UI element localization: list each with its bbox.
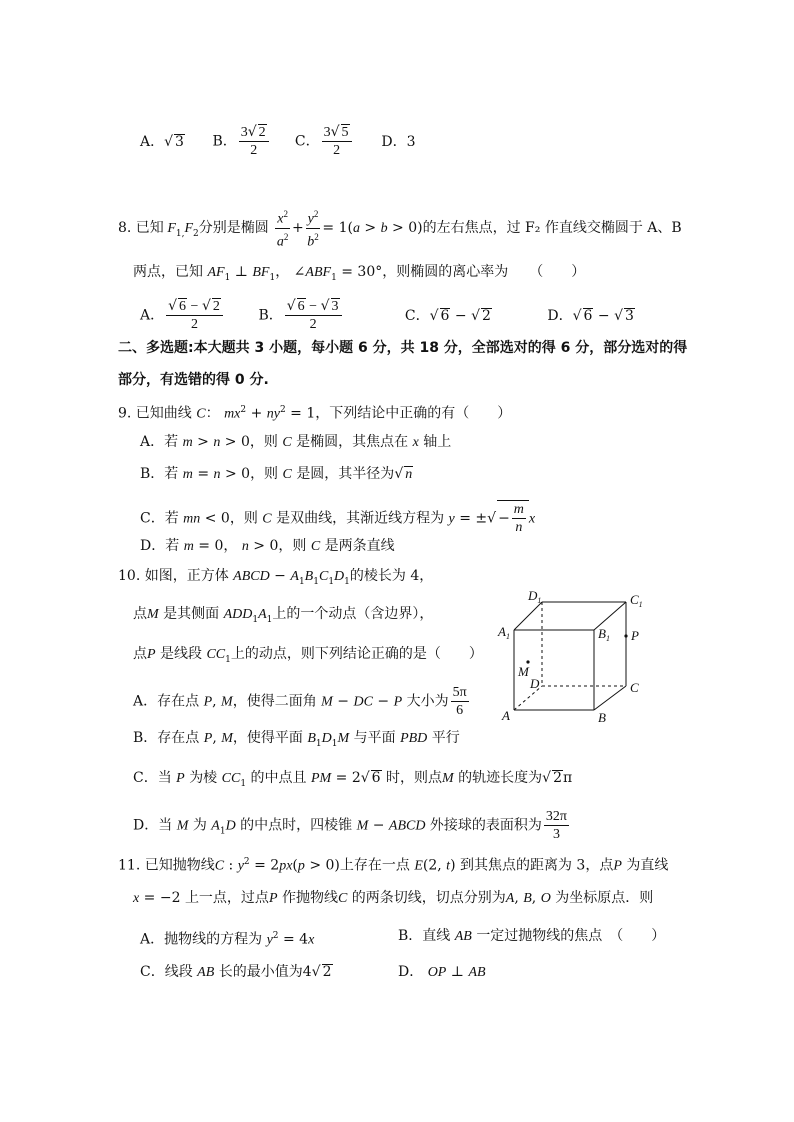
q8-option-a[interactable]: A． $\frac{√ 6 - √ 2}{2}$ <box>140 298 254 333</box>
q8-stem-line1: 8. 已知 $F_{1,}F_2$分别是椭圆 $\frac{x^2}{a^2}$ + $\frac{y^2}{b^2}$ = 1(a > b > 0)的左右焦点，过 F₂ 作直线交椭圆于 A、B <box>118 206 682 250</box>
label-b1: $B_1$ <box>598 626 610 643</box>
label-a1: $A_1$ <box>498 624 510 641</box>
q10-option-c[interactable]: C．当 P 为棱 $CC_1$ 的中点且 PM = 2√ 6 时，则点M 的轨迹长度为√ 2π <box>133 770 573 789</box>
q9-option-a[interactable]: A．若 m > n > 0，则 C 是椭圆，其焦点在 x 轴上 <box>140 434 452 450</box>
q11-option-a[interactable]: A．抛物线的方程为 $y^2 = 4x$ <box>140 931 315 948</box>
q10-stem-line1: 10. 如图，正方体 ABCD − $A_1B_1C_1D_1$的棱长为 4， <box>118 568 434 587</box>
q10-option-d[interactable]: D．当 M 为 $A_1D$ 的中点时，四棱锥 M − ABCD 外接球的表面积为 $\frac{32\pi}{3}$ <box>133 809 567 842</box>
point-p <box>624 634 627 637</box>
q11-stem-line2: x = −2 上一点，过点P 作抛物线C 的两条切线，切点分别为A, B, O 为坐标原点．则 <box>133 890 654 906</box>
q11-option-b[interactable]: B．直线 AB 一定过抛物线的焦点 （ ） <box>398 928 666 944</box>
section2-heading-line2: 部分，有选错的得 0 分. <box>118 372 269 388</box>
label-b: B <box>598 710 606 725</box>
edge-a1d1 <box>514 602 542 630</box>
q9-stem: 9. 已知曲线 C： $mx^2 + ny^2 = 1$，下列结论中正确的有（ ） <box>118 405 512 422</box>
q11-option-d[interactable]: D． OP ⊥ AB <box>398 964 486 980</box>
label-c: C <box>630 680 639 695</box>
label-d: D <box>530 676 540 691</box>
q7-option-d[interactable]: D．3 <box>381 133 416 150</box>
q9-option-d[interactable]: D．若 m = 0， n > 0，则 C 是两条直线 <box>140 538 395 554</box>
q7-option-c[interactable]: C． $\frac{3√ 5}{2}$ <box>295 124 377 159</box>
label-d1: $D_1$ <box>528 588 542 605</box>
q7-option-a[interactable]: A．√ 3 <box>140 133 184 150</box>
q7-options <box>140 124 416 159</box>
q9-option-b[interactable]: B．若 m = n > 0，则 C 是圆，其半径为√ n <box>140 466 413 482</box>
q10-option-a[interactable]: A．存在点 P, M，使得二面角 M − DC − P 大小为 $\frac{5\pi}{6}$ <box>133 685 467 718</box>
q11-stem-line1: 11. 已知抛物线C : $y^2 = 2px(p > 0)$上存在一点 E(2, t) 到其焦点的距离为 3，点P 为直线 <box>118 857 669 874</box>
edge-bc <box>594 686 626 710</box>
q8-option-d[interactable]: D．√ 6 − √ 3 <box>547 307 634 324</box>
q10-stem-line3: 点P 是线段 $CC_1$上的动点，则下列结论正确的是（ ） <box>133 646 483 665</box>
label-a: A <box>502 708 510 723</box>
q8-options <box>140 298 635 333</box>
label-p: P <box>631 628 639 643</box>
q8-stem-line2: 两点，已知 $AF_1$ ⊥ $BF_1$， $\angle ABF_1 = 30^\circ$，则椭圆的离心率为 （ ） <box>133 264 586 283</box>
q9-option-c[interactable]: C．若 mn < 0，则 C 是双曲线，其渐近线方程为 y = ±√ − $\frac{m}{n}$ x <box>140 502 536 535</box>
label-m: M <box>518 664 529 679</box>
label-c1: $C_1$ <box>630 592 643 609</box>
cube-figure <box>494 584 654 726</box>
q8-option-c[interactable]: C．√ 6 − √ 2 <box>404 307 491 324</box>
q7-option-b[interactable]: B． $\frac{3√ 2}{2}$ <box>212 124 290 159</box>
q10-stem-line2: 点M 是其侧面 $ADD_1A_1$上的一个动点（含边界）， <box>133 606 434 625</box>
q11-option-c[interactable]: C．线段 AB 长的最小值为4√ 2 <box>140 964 332 980</box>
q10-option-b[interactable]: B．存在点 P, M，使得平面 $B_1D_1M$ 与平面 PBD 平行 <box>133 730 460 749</box>
q8-option-b[interactable]: B． $\frac{√ 6 - √ 3}{2}$ <box>258 298 400 333</box>
section2-heading-line1: 二、多选题:本大题共 3 小题，每小题 6 分，共 18 分，全部选对的得 6 分，部分选对的得 <box>118 340 688 356</box>
